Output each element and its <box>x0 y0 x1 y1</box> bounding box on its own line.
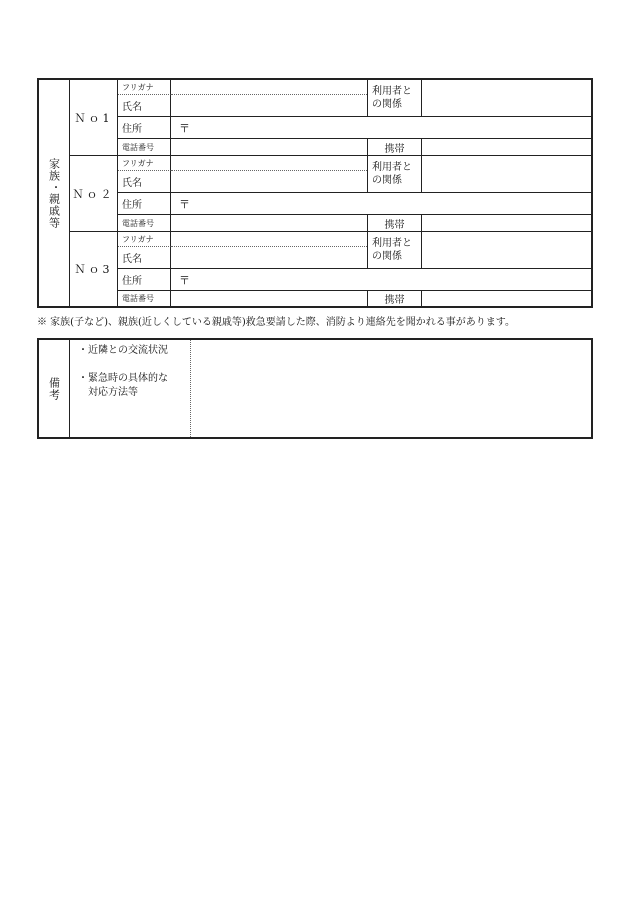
furigana-label: フリガナ <box>118 80 171 94</box>
address-label: 住所 <box>118 192 171 214</box>
remarks-label: 備考 <box>39 340 70 437</box>
mobile-field[interactable] <box>422 138 593 156</box>
phone-label: 電話番号 <box>118 138 171 156</box>
family-entry-1 <box>70 80 593 156</box>
phone-label: 電話番号 <box>118 214 171 232</box>
address-label: 住所 <box>118 116 171 138</box>
mobile-field[interactable] <box>422 290 593 306</box>
furigana-label: フリガナ <box>118 156 171 170</box>
name-label: 氏名 <box>118 94 171 116</box>
name-label: 氏名 <box>118 246 171 268</box>
phone-label: 電話番号 <box>118 290 171 306</box>
family-contacts-table <box>37 78 593 308</box>
entry-number: Ｎｏ２ <box>70 156 118 231</box>
remarks-item-neighbors: ・近隣との交流状況 <box>78 345 168 356</box>
furigana-field[interactable] <box>171 80 367 94</box>
family-label-2: 親戚等 <box>47 192 61 229</box>
name-field[interactable] <box>171 170 367 192</box>
furigana-label: フリガナ <box>118 232 171 246</box>
remarks-table <box>37 338 593 439</box>
name-field[interactable] <box>171 94 367 116</box>
mobile-label: 携帯 <box>367 138 422 156</box>
emergency-note: ※ 家族(子など)、親族(近しくしている親戚等)救急要請した際、消防より連絡先を聞かれる事があります。 <box>37 317 515 328</box>
relation-field[interactable] <box>422 80 593 116</box>
address-label: 住所 <box>118 268 171 290</box>
mobile-label: 携帯 <box>367 290 422 306</box>
address-field[interactable] <box>171 192 593 214</box>
mobile-label: 携帯 <box>367 214 422 232</box>
mobile-field[interactable] <box>422 214 593 232</box>
family-entry-3 <box>70 232 593 306</box>
address-field[interactable] <box>171 268 593 290</box>
remarks-field[interactable] <box>191 340 591 437</box>
remarks-item-emergency-1: ・緊急時の具体的な <box>78 373 168 384</box>
relation-label: 利用者と の関係 <box>367 232 422 268</box>
relation-label: 利用者と の関係 <box>367 80 422 116</box>
phone-field[interactable] <box>171 138 367 156</box>
name-field[interactable] <box>171 246 367 268</box>
family-section-label <box>39 80 70 306</box>
relation-field[interactable] <box>422 156 593 192</box>
furigana-field[interactable] <box>171 156 367 170</box>
family-label-1: 家族 <box>47 157 61 182</box>
name-label: 氏名 <box>118 170 171 192</box>
remarks-item-emergency-2: 対応方法等 <box>88 387 138 398</box>
phone-field[interactable] <box>171 290 367 306</box>
address-field[interactable] <box>171 116 593 138</box>
relation-field[interactable] <box>422 232 593 268</box>
postal-mark: 〒 <box>179 273 190 287</box>
entry-number: Ｎｏ1 <box>70 80 118 155</box>
relation-label: 利用者と の関係 <box>367 156 422 192</box>
remarks-items <box>70 340 191 437</box>
family-entry-2 <box>70 156 593 232</box>
phone-field[interactable] <box>171 214 367 232</box>
furigana-field[interactable] <box>171 232 367 246</box>
entry-number: Ｎｏ3 <box>70 232 118 306</box>
postal-mark: 〒 <box>179 121 190 135</box>
postal-mark: 〒 <box>179 197 190 211</box>
family-label-dot: ・ <box>48 181 60 193</box>
